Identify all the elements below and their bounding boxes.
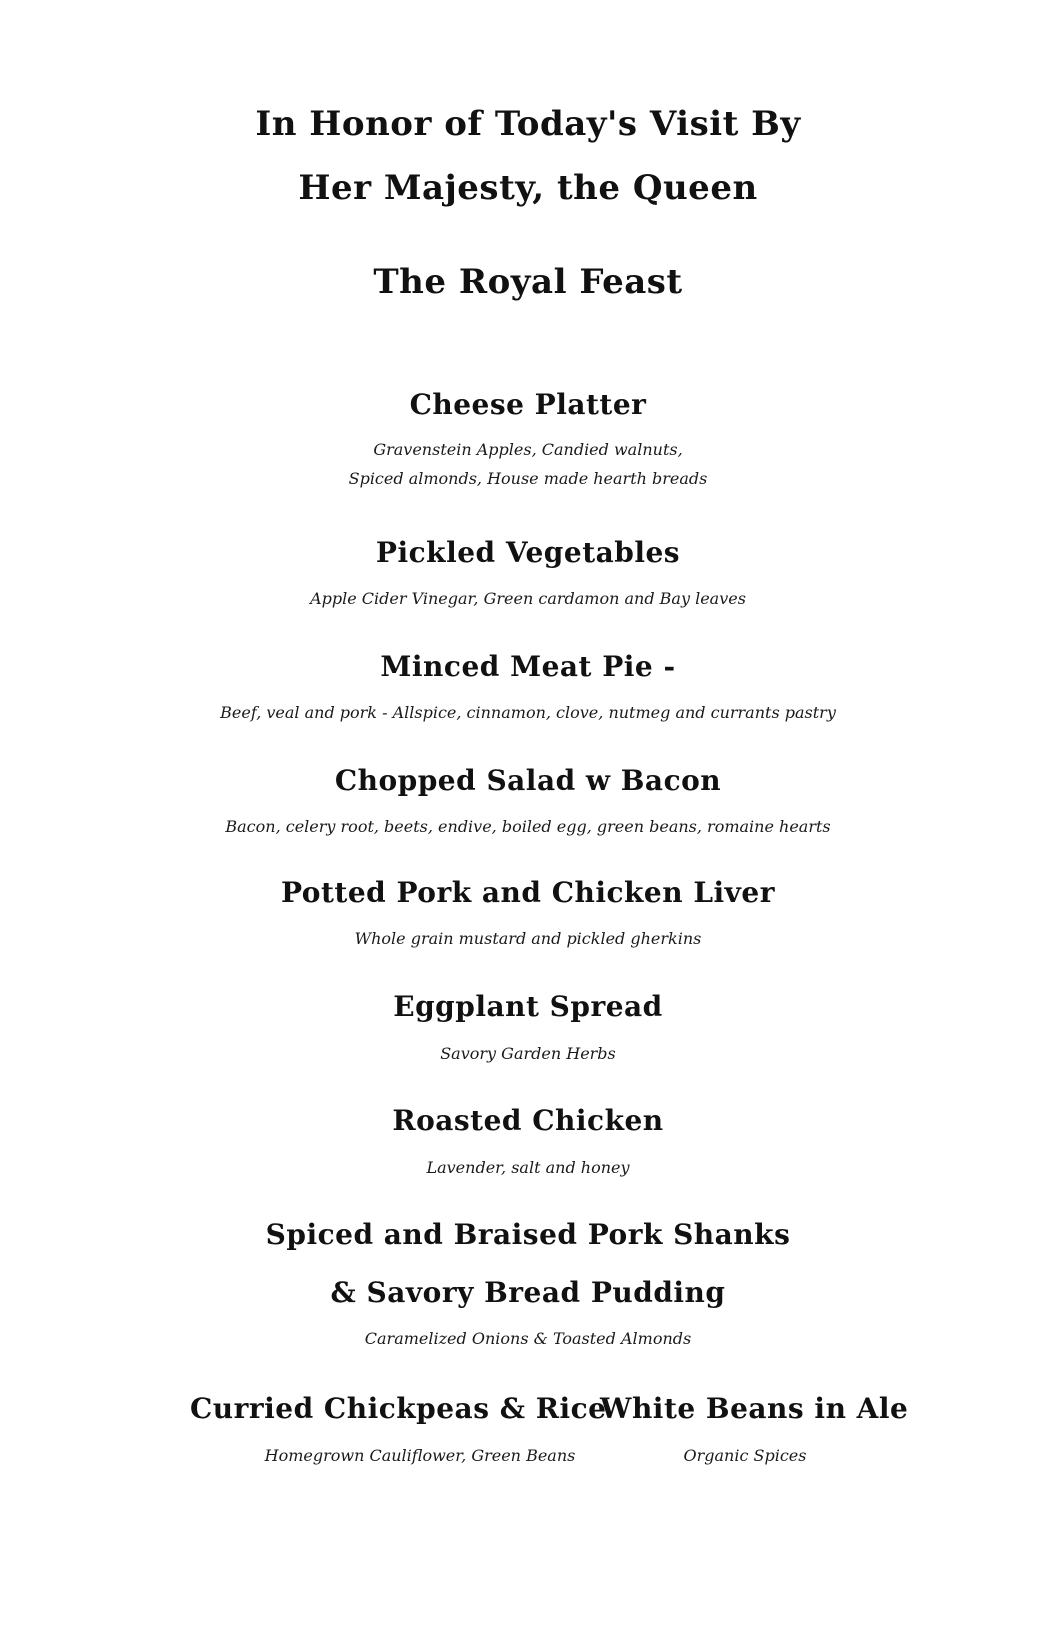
dish-cheese-platter-desc-1: Gravenstein Apples, Candied walnuts, [373, 440, 683, 459]
dish-eggplant-spread-desc: Savory Garden Herbs [440, 1044, 616, 1063]
dish-minced-meat-pie: Minced Meat Pie - [380, 650, 676, 683]
dish-curried-chickpeas-desc: Homegrown Cauliflower, Green Beans [264, 1446, 576, 1465]
dish-eggplant-spread: Eggplant Spread [393, 990, 663, 1023]
dish-pickled-vegetables-desc: Apple Cider Vinegar, Green cardamon and Bay leaves [310, 589, 746, 608]
honor-heading-line1: In Honor of Today's Visit By [255, 104, 801, 144]
dish-curried-chickpeas: Curried Chickpeas & Rice [190, 1392, 607, 1425]
dish-pickled-vegetables: Pickled Vegetables [375, 536, 681, 569]
dish-pork-shanks-desc: Caramelized Onions & Toasted Almonds [364, 1329, 692, 1348]
dish-potted-pork-desc: Whole grain mustard and pickled gherkins [354, 929, 702, 948]
honor-heading-line2: Her Majesty, the Queen [298, 168, 758, 208]
dish-chopped-salad-desc: Bacon, celery root, beets, endive, boiled egg, green beans, romaine hearts [225, 817, 831, 836]
dish-pork-shanks-line2: & Savory Bread Pudding [330, 1276, 726, 1309]
dish-chopped-salad: Chopped Salad w Bacon [334, 764, 722, 797]
dish-white-beans: White Beans in Ale [600, 1392, 909, 1425]
feast-title: The Royal Feast [373, 262, 683, 302]
dish-white-beans-desc: Organic Spices [683, 1446, 807, 1465]
dish-potted-pork: Potted Pork and Chicken Liver [281, 876, 775, 909]
dish-pork-shanks-line1: Spiced and Braised Pork Shanks [265, 1218, 791, 1251]
dish-minced-meat-pie-desc: Beef, veal and pork - Allspice, cinnamon, clove, nutmeg and currants pastry [220, 703, 836, 722]
dish-roasted-chicken: Roasted Chicken [392, 1104, 664, 1137]
dish-cheese-platter: Cheese Platter [409, 388, 647, 421]
dish-roasted-chicken-desc: Lavender, salt and honey [426, 1158, 630, 1177]
dish-cheese-platter-desc-2: Spiced almonds, House made hearth breads [348, 469, 708, 488]
